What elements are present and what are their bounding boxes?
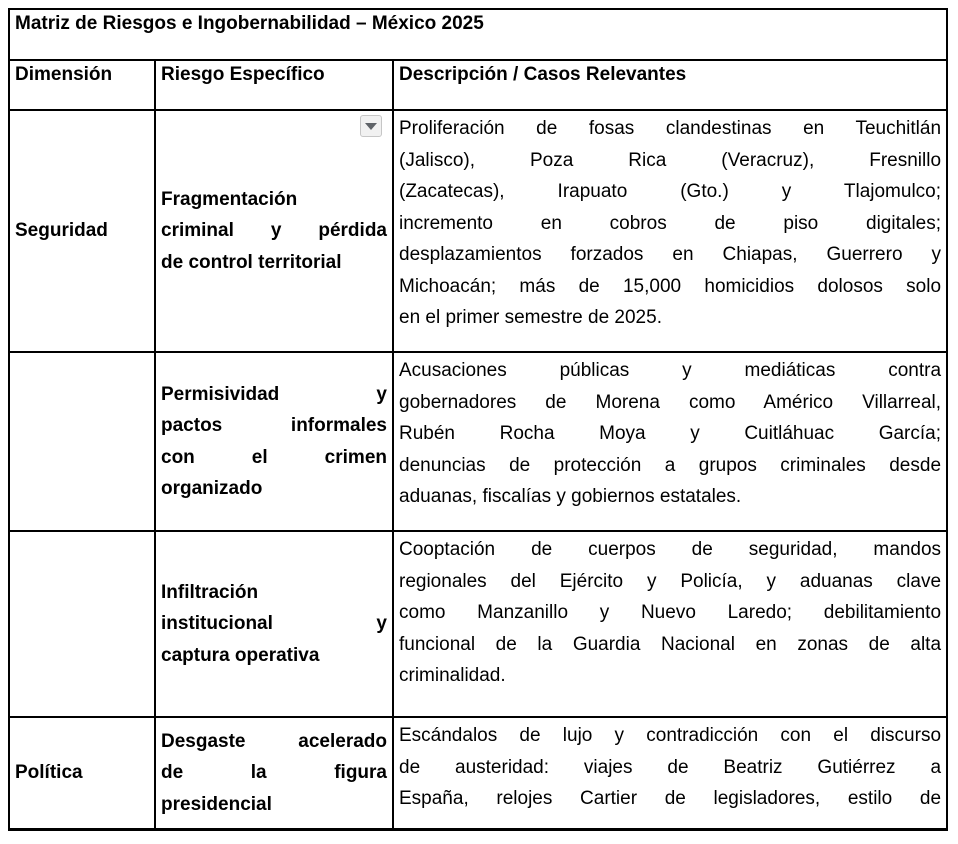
text-line: en el primer semestre de 2025. [399,307,662,328]
text-line: Acusaciones públicas y mediáticas contra [399,360,942,381]
description-text [399,355,941,513]
table-row [9,352,947,531]
text-line: de control territorial [161,251,342,273]
risk-matrix-table [8,8,948,831]
text-line: gobernadores de Morena como Américo Villarreal, [399,391,942,413]
text-line: institucional y [161,613,387,635]
table-title: Matriz de Riesgos e Ingobernabilidad – México 2025 [9,9,947,60]
text-line: (Zacatecas), Irapuato (Gto.) y Tlajomulco; [399,181,942,202]
text-line: regionales del Ejército y Policía, y aduanas clave [399,570,942,592]
col-header-riesgo: Riesgo Específico [155,60,393,110]
text-line: Desgaste acelerado [161,730,387,752]
risk-text [161,726,387,821]
text-line: Fragmentación [161,188,298,210]
cell-dimension [9,531,155,717]
cell-risk [155,352,393,531]
text-line: España, relojes Cartier de legisladores, estilo de [399,788,942,809]
cell-dimension [9,352,155,531]
table-row [9,110,947,352]
cell-description [393,531,947,717]
text-line: Proliferación de fosas clandestinas en Teuchitlán [399,118,942,139]
text-line: Infiltración [161,581,259,603]
text-line: Permisividad y [161,383,387,405]
cell-dropdown-button[interactable] [360,115,382,137]
cell-risk [155,531,393,717]
text-line: organizado [161,478,263,499]
header-row [9,60,947,110]
cell-dimension: Seguridad [9,110,155,352]
col-header-descripcion: Descripción / Casos Relevantes [393,60,947,110]
description-text [399,534,941,692]
text-line: Rubén Rocha Moya y Cuitláhuac García; [399,423,942,444]
text-line: criminalidad. [399,665,506,686]
text-line: captura operativa [161,644,320,666]
text-line: de austeridad: viajes de Beatriz Gutiérrez a [399,756,942,778]
col-header-dimension: Dimensión [9,60,155,110]
text-line: criminal y pérdida [161,220,387,242]
cell-risk [155,110,393,352]
title-row [9,9,947,60]
text-line: desplazamientos forzados en Chiapas, Guerrero y [399,244,942,265]
description-text [399,113,941,334]
cell-description [393,352,947,531]
text-line: Michoacán; más de 15,000 homicidios dolosos solo [399,275,942,297]
cell-risk [155,717,393,829]
text-line: pactos informales [161,415,387,436]
risk-text [161,577,387,672]
text-line: presidencial [161,793,272,815]
text-line: Cooptación de cuerpos de seguridad, mandos [399,539,942,560]
risk-text [161,184,387,279]
risk-text [161,379,387,505]
cell-description [393,717,947,829]
text-line: de la figura [161,762,387,783]
table-row [9,717,947,829]
cell-description [393,110,947,352]
text-line: como Manzanillo y Nuevo Laredo; debilitamiento [399,602,942,623]
cell-dimension: Política [9,717,155,829]
text-line: funcional de la Guardia Nacional en zonas de alta [399,633,942,655]
table-row [9,531,947,717]
description-text [399,720,941,815]
text-line: (Jalisco), Poza Rica (Veracruz), Fresnillo [399,149,942,171]
text-line: denuncias de protección a grupos criminales desde [399,454,942,476]
text-line: incremento en cobros de piso digitales; [399,212,942,234]
text-line: Escándalos de lujo y contradicción con el discurso [399,725,942,746]
chevron-down-icon [365,123,377,130]
text-line: con el crimen [161,446,387,468]
text-line: aduanas, fiscalías y gobiernos estatales. [399,486,742,507]
